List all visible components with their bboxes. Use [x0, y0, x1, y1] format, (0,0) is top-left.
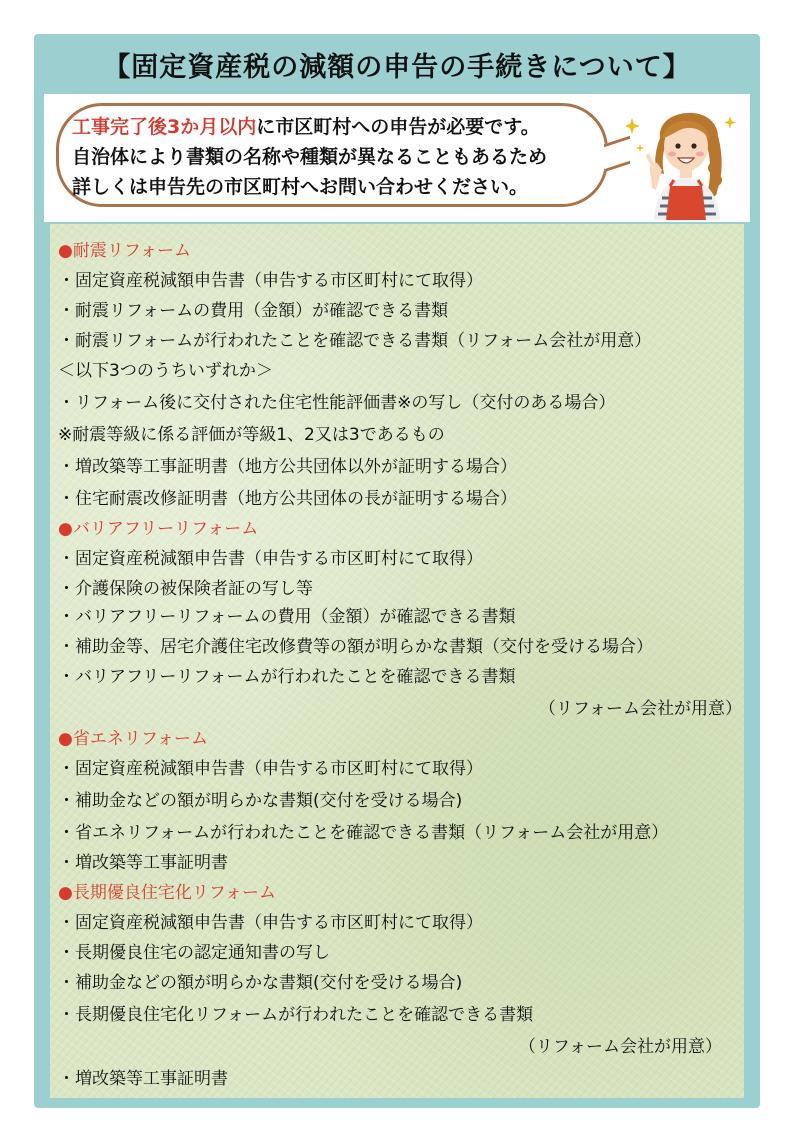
list-item: ・住宅耐震改修証明書（地方公共団体の長が証明する場合）	[58, 489, 517, 509]
section-heading-barrier-free: ●バリアフリーリフォーム	[58, 519, 259, 539]
list-item: ・バリアフリーリフォームの費用（金額）が確認できる書類	[58, 607, 516, 627]
notice-line-2: 自治体により書類の名称や種類が異なることもあるため	[72, 146, 548, 168]
list-item: ・長期優良住宅の認定通知書の写し	[58, 943, 330, 963]
list-item: ・省エネリフォームが行われたことを確認できる書類（リフォーム会社が用意）	[58, 823, 669, 843]
list-item: ・固定資産税減額申告書（申告する市区町村にて取得）	[58, 759, 483, 779]
list-item: ・増改築等工事証明書（地方公共団体以外が証明する場合）	[58, 457, 517, 477]
list-item: ・補助金などの額が明らかな書類(交付を受ける場合)	[58, 973, 463, 993]
list-item: ・補助金等、居宅介護住宅改修費等の額が明らかな書類（交付を受ける場合）	[58, 637, 653, 657]
section-heading-energy-saving: ●省エネリフォーム	[58, 729, 208, 749]
list-item: ・補助金などの額が明らかな書類(交付を受ける場合)	[58, 791, 463, 811]
list-item: ※耐震等級に係る評価が等級1、2又は3であるもの	[58, 425, 445, 445]
section-heading-seismic: ●耐震リフォーム	[58, 241, 191, 261]
list-item: ・増改築等工事証明書	[58, 1069, 228, 1089]
list-item: ・バリアフリーリフォームが行われたことを確認できる書類	[58, 667, 516, 687]
list-item: ・固定資産税減額申告書（申告する市区町村にて取得）	[58, 549, 483, 569]
list-item: ・耐震リフォームの費用（金額）が確認できる書類	[58, 301, 449, 321]
notice-line-3: 詳しくは申告先の市区町村へお問い合わせください。	[72, 176, 529, 198]
note-text: （リフォーム会社が用意）	[538, 699, 742, 719]
notice-line-1: 工事完了後3か月以内に市区町村への申告が必要です。	[72, 116, 540, 138]
notice-text	[72, 112, 602, 202]
deadline-text: 工事完了後3か月以内	[72, 116, 257, 138]
list-item: ・介護保険の被保険者証の写し等	[58, 579, 313, 599]
list-item: ・固定資産税減額申告書（申告する市区町村にて取得）	[58, 913, 483, 933]
list-item: ・長期優良住宅化リフォームが行われたことを確認できる書類	[58, 1005, 534, 1025]
list-item: ・リフォーム後に交付された住宅性能評価書※の写し（交付のある場合）	[58, 393, 616, 413]
list-item: ・増改築等工事証明書	[58, 853, 228, 873]
note-text: （リフォーム会社が用意）	[518, 1037, 722, 1057]
section-heading-long-life: ●長期優良住宅化リフォーム	[58, 883, 276, 903]
woman-illustration	[626, 98, 742, 220]
page-title: 【固定資産税の減額の申告の手続きについて】	[103, 51, 691, 83]
list-item: ・固定資産税減額申告書（申告する市区町村にて取得）	[58, 271, 483, 291]
list-item: ・耐震リフォームが行われたことを確認できる書類（リフォーム会社が用意）	[58, 331, 652, 351]
list-item: ＜以下3つのうちいずれか＞	[58, 361, 273, 381]
title-bar	[34, 34, 760, 94]
